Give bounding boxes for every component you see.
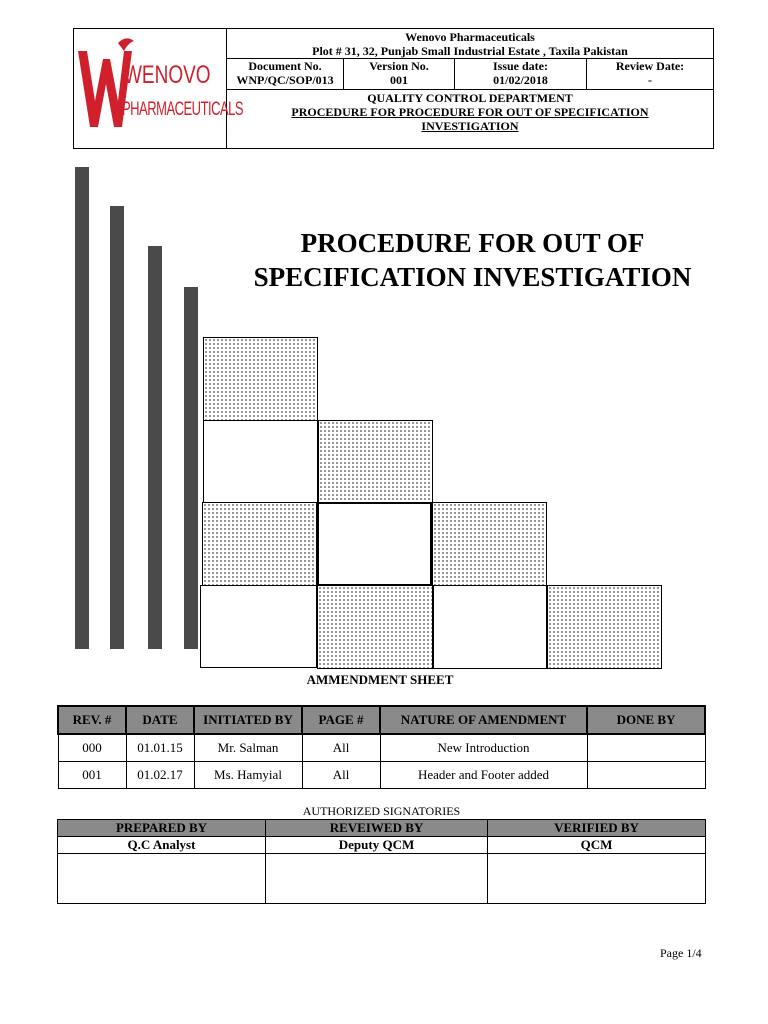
stair-box	[547, 585, 662, 669]
signature-cell-reviewed	[266, 854, 488, 904]
logo-word-pharmaceuticals: PHARMACEUTICALS	[122, 97, 244, 120]
document-header	[73, 28, 714, 149]
col-verified-by: VERIFIED BY	[488, 820, 706, 837]
col-page: PAGE #	[302, 706, 380, 734]
signatories-role-row	[58, 837, 706, 854]
decorative-bar-3	[148, 246, 162, 649]
field-review-date: Review Date: -	[615, 59, 685, 87]
role-reviewed: Deputy QCM	[266, 837, 488, 854]
col-rev: REV. #	[58, 706, 126, 734]
department-info	[227, 90, 713, 133]
col-reviewed-by: REVEIWED BY	[266, 820, 488, 837]
company-info	[227, 29, 713, 59]
field-document-no: Document No. WNP/QC/SOP/013	[227, 59, 344, 89]
department-name: QUALITY CONTROL DEPARTMENT	[367, 91, 573, 105]
stair-box	[433, 585, 547, 669]
col-nature: NATURE OF AMENDMENT	[380, 706, 587, 734]
logo-word-wenovo: WENOVO	[124, 62, 211, 90]
stair-box	[317, 585, 433, 669]
signature-row	[58, 854, 706, 904]
table-row: 000 01.01.15 Mr. Salman All New Introduction	[58, 734, 705, 762]
decorative-bar-1	[75, 167, 89, 649]
company-logo	[74, 29, 244, 148]
col-done-by: DONE BY	[587, 706, 705, 734]
role-prepared: Q.C Analyst	[58, 837, 266, 854]
field-issue-date: Issue date: 01/02/2018	[455, 59, 587, 89]
field-version-no: Version No. 001	[344, 59, 455, 89]
col-date: DATE	[126, 706, 194, 734]
table-row: 001 01.02.17 Ms. Hamyial All Header and Footer added	[58, 762, 705, 789]
procedure-title-line1: PROCEDURE FOR PROCEDURE FOR OUT OF SPECIFICATION	[291, 105, 649, 119]
stair-box	[203, 337, 318, 421]
title-line-2: SPECIFICATION INVESTIGATION	[253, 262, 692, 292]
stair-box	[202, 502, 317, 586]
col-initiated-by: INITIATED BY	[194, 706, 302, 734]
decorative-bar-4	[184, 287, 198, 649]
signature-cell-prepared	[58, 854, 266, 904]
stair-box	[317, 502, 432, 586]
signature-cell-verified	[488, 854, 706, 904]
stair-box	[203, 420, 318, 504]
document-fields	[227, 59, 713, 90]
amendment-table	[57, 705, 706, 789]
amendment-heading: AMMENDMENT SHEET	[306, 672, 454, 687]
decorative-bar-2	[110, 206, 124, 649]
stair-box	[200, 585, 317, 668]
col-prepared-by: PREPARED BY	[58, 820, 266, 837]
document-title	[225, 226, 720, 294]
role-verified: QCM	[488, 837, 706, 854]
title-line-1: PROCEDURE FOR OUT OF	[300, 228, 645, 258]
stair-box	[432, 502, 547, 586]
page-number: Page 1/4	[660, 946, 702, 960]
signatories-table	[57, 819, 706, 904]
procedure-title-line2: INVESTIGATION	[421, 119, 519, 133]
signatories-heading: AUTHORIZED SIGNATORIES	[302, 804, 461, 818]
company-address: Plot # 31, 32, Punjab Small Industrial Estate , Taxila Pakistan	[312, 44, 628, 58]
stair-box	[318, 420, 433, 504]
signatories-header-row	[58, 820, 706, 837]
amendment-header-row	[58, 706, 705, 734]
company-name: Wenovo Pharmaceuticals	[405, 30, 535, 44]
